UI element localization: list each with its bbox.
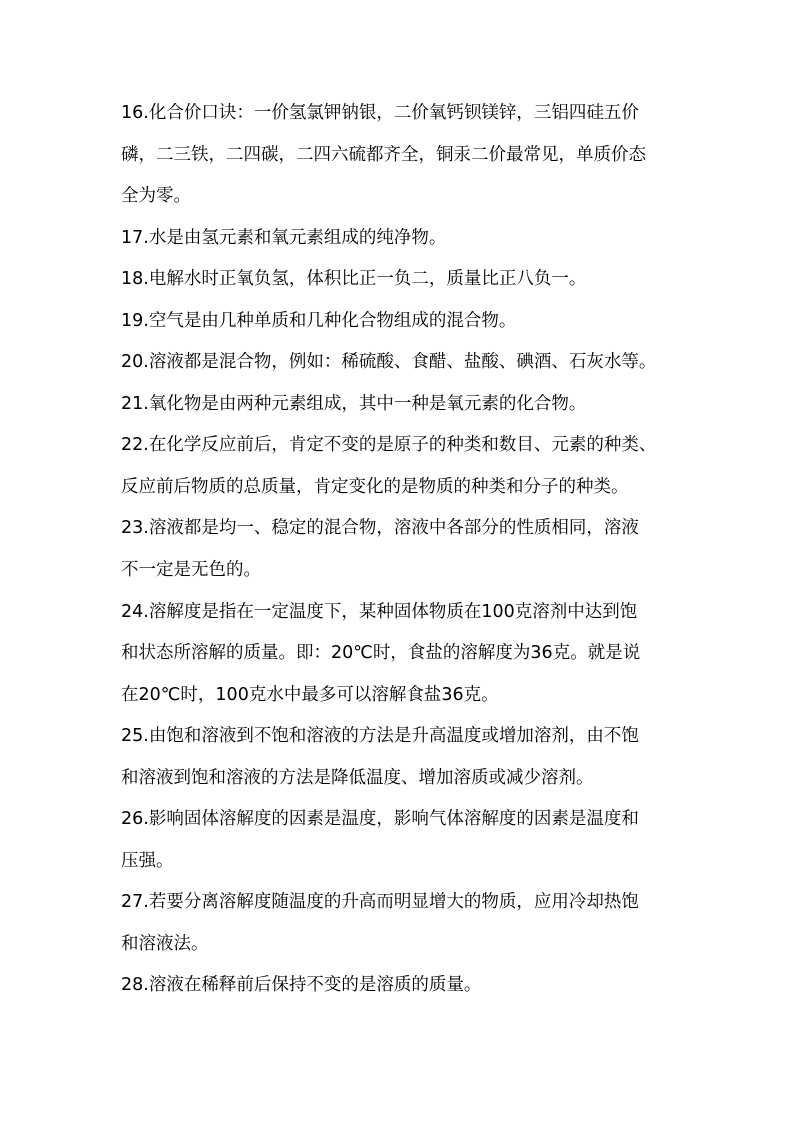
- text-line: 19.空气是由几种单质和几种化合物组成的混合物。: [121, 310, 517, 331]
- text-line: 23.溶液都是均一、稳定的混合物，溶液中各部分的性质相同，溶液: [121, 518, 639, 539]
- text-line: 18.电解水时正氧负氢，体积比正一负二，质量比正八负一。: [121, 269, 587, 290]
- text-line: 和溶液法。: [121, 933, 209, 954]
- text-line: 26.影响固体溶解度的因素是温度，影响气体溶解度的因素是温度和: [121, 809, 639, 830]
- text-line: 28.溶液在稀释前后保持不变的是溶质的质量。: [121, 975, 482, 996]
- text-line: 和状态所溶解的质量。即：20℃时，食盐的溶解度为36克。就是说: [121, 643, 641, 664]
- text-line: 和溶液到饱和溶液的方法是降低温度、增加溶质或减少溶剂。: [121, 767, 594, 788]
- document-body: [121, 101, 721, 1015]
- text-line: 27.若要分离溶解度随温度的升高而明显增大的物质，应用冷却热饱: [121, 892, 639, 913]
- text-line: 25.由饱和溶液到不饱和溶液的方法是升高温度或增加溶剂，由不饱: [121, 726, 639, 747]
- text-line: 在20℃时，100克水中最多可以溶解食盐36克。: [121, 684, 499, 705]
- text-line: 压强。: [121, 850, 174, 871]
- text-line: 24.溶解度是指在一定温度下，某种固体物质在100克溶剂中达到饱: [121, 601, 638, 622]
- text-line: 20.溶液都是混合物，例如：稀硫酸、食醋、盐酸、碘酒、石灰水等。: [121, 352, 657, 373]
- text-line: 磷，二三铁，二四碳，二四六硫都齐全，铜汞二价最常见，单质价态: [121, 144, 646, 165]
- text-line: 反应前后物质的总质量，肯定变化的是物质的种类和分子的种类。: [121, 476, 629, 497]
- text-line: 21.氧化物是由两种元素组成，其中一种是氧元素的化合物。: [121, 393, 587, 414]
- text-line: 17.水是由氢元素和氧元素组成的纯净物。: [121, 227, 447, 248]
- text-line: 全为零。: [121, 186, 191, 207]
- text-line: 22.在化学反应前后，肯定不变的是原子的种类和数目、元素的种类、: [121, 435, 657, 456]
- text-line: 16.化合价口诀：一价氢氯钾钠银，二价氧钙钡镁锌，三铝四硅五价: [121, 103, 639, 123]
- text-line: 不一定是无色的。: [121, 560, 261, 581]
